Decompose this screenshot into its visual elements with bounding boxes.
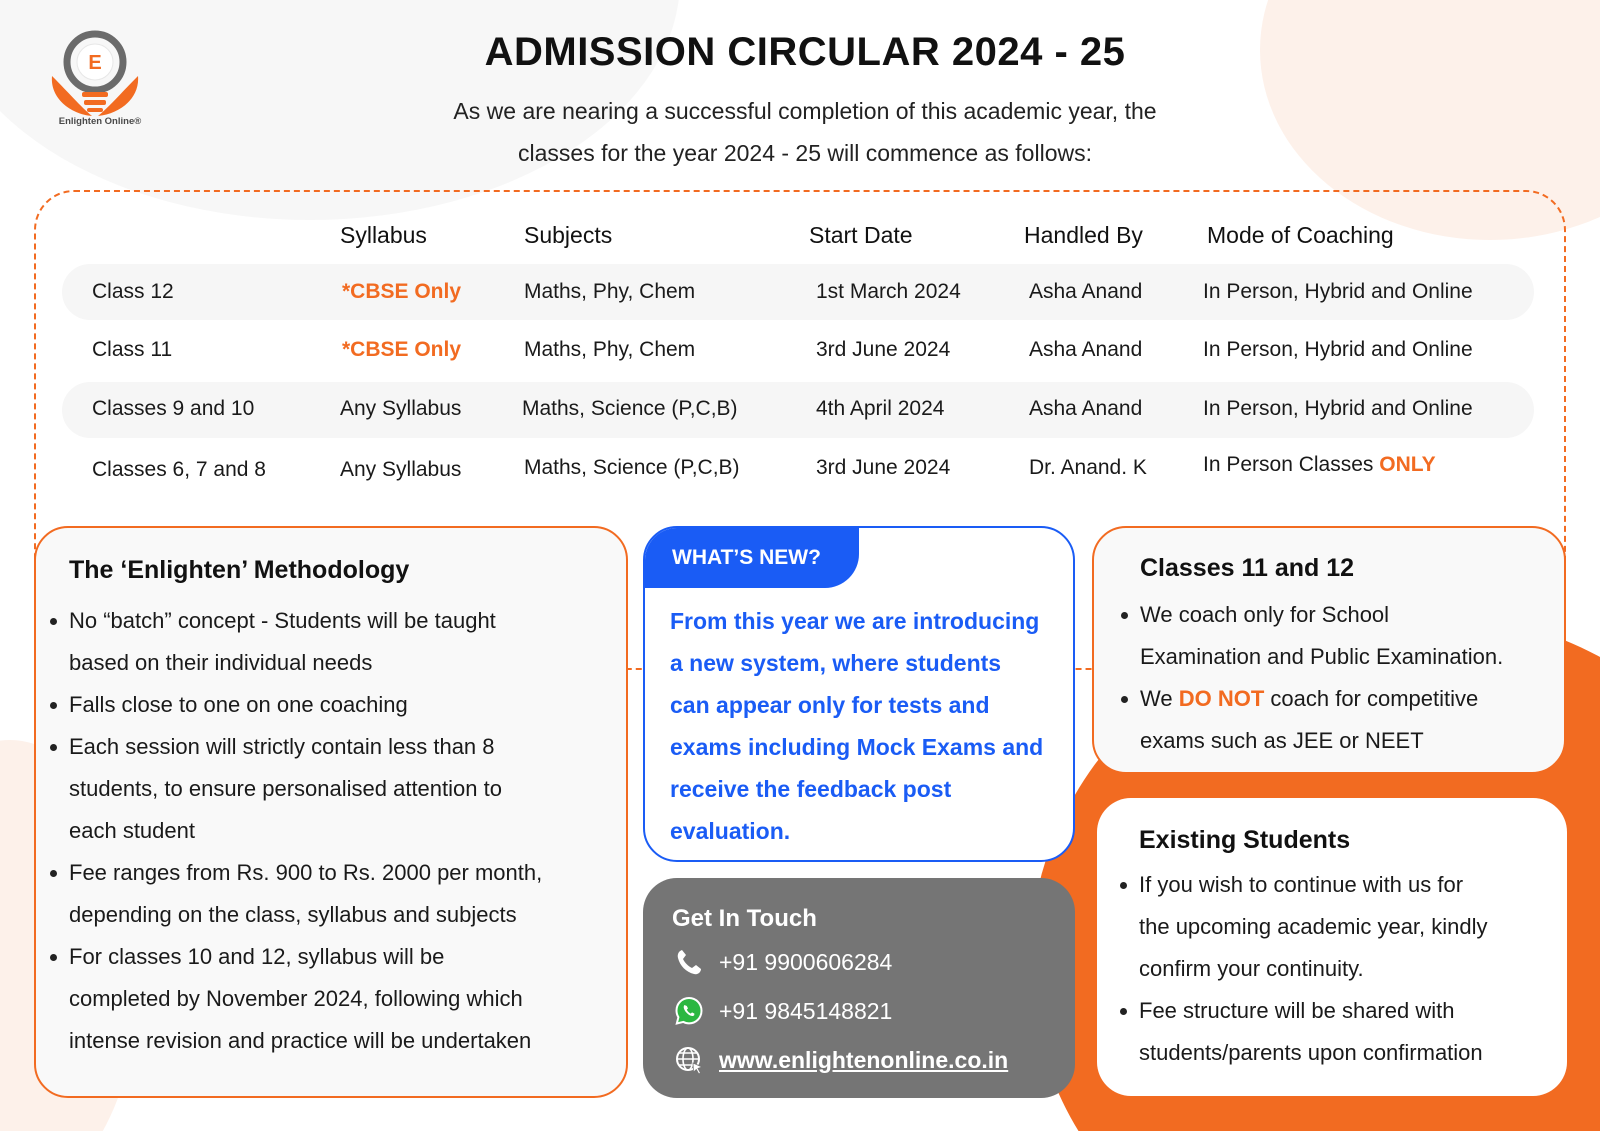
whats-new-tab: WHAT’S NEW? <box>645 528 859 588</box>
methodology-list <box>69 600 649 1062</box>
table-cell-handled-by: Asha Anand <box>1029 397 1143 420</box>
page-title: ADMISSION CIRCULAR 2024 - 25 <box>484 30 1126 74</box>
list-item: Fee ranges from Rs. 900 to Rs. 2000 per month, depending on the class, syllabus and subjects <box>69 852 649 936</box>
list-item: We DO NOT coach for competitive exams such as JEE or NEET <box>1140 678 1560 762</box>
logo-letter: E <box>88 52 102 74</box>
website-row[interactable] <box>673 1044 1008 1076</box>
website-link[interactable]: www.enlightenonline.co.in <box>719 1046 1009 1073</box>
table-cell-mode: In Person, Hybrid and Online <box>1203 280 1473 303</box>
column-header-subjects: Subjects <box>524 222 613 248</box>
methodology-title: The ‘Enlighten’ Methodology <box>69 556 410 584</box>
existing-students-list <box>1139 864 1559 1074</box>
whatsapp-row[interactable] <box>673 995 892 1027</box>
table-cell-start-date: 1st March 2024 <box>816 280 961 303</box>
classes-11-12-card <box>1092 526 1566 774</box>
table-cell-syllabus: *CBSE Only <box>342 280 462 303</box>
intro-line: As we are nearing a successful completion of this academic year, the <box>453 98 1157 124</box>
list-item: We coach only for School Examination and Public Examination. <box>1140 594 1560 678</box>
table-cell-mode: In Person, Hybrid and Online <box>1203 338 1473 361</box>
classes-11-12-list <box>1140 594 1560 762</box>
list-item: Falls close to one on one coaching <box>69 684 649 726</box>
contact-card <box>643 878 1075 1098</box>
list-item: For classes 10 and 12, syllabus will be completed by November 2024, following which intense revision and practice will be undertaken <box>69 936 649 1062</box>
list-item: Each session will strictly contain less than 8 students, to ensure personalised attention to each student <box>69 726 649 852</box>
intro-text <box>380 90 1230 174</box>
table-cell-start-date: 3rd June 2024 <box>816 338 951 361</box>
existing-students-card <box>1097 798 1567 1096</box>
classes-11-12-title: Classes 11 and 12 <box>1140 554 1355 582</box>
table-cell-mode: In Person, Hybrid and Online <box>1203 397 1473 420</box>
table-cell-class: Class 11 <box>92 338 173 361</box>
mode-only-highlight: ONLY <box>1379 453 1436 476</box>
phone-icon <box>673 946 705 978</box>
table-cell-subjects: Maths, Science (P,C,B) <box>522 397 738 420</box>
phone-number[interactable]: +91 9900606284 <box>719 948 893 975</box>
list-item: No “batch” concept - Students will be taught based on their individual needs <box>69 600 649 684</box>
table-cell-syllabus: Any Syllabus <box>340 458 462 481</box>
table-cell-handled-by: Dr. Anand. K <box>1029 456 1147 479</box>
phone-row[interactable] <box>673 946 892 978</box>
table-cell-subjects: Maths, Phy, Chem <box>524 338 696 361</box>
table-cell-class: Classes 6, 7 and 8 <box>92 458 266 481</box>
methodology-card <box>34 526 628 1098</box>
list-item: If you wish to continue with us for the upcoming academic year, kindly confirm your continuity. <box>1139 864 1559 990</box>
table-cell-handled-by: Asha Anand <box>1029 338 1143 361</box>
mode-text: In Person Classes <box>1203 453 1380 476</box>
table-cell-subjects: Maths, Phy, Chem <box>524 280 696 303</box>
existing-students-title: Existing Students <box>1139 826 1351 854</box>
list-item: Fee structure will be shared with students/parents upon confirmation <box>1139 990 1559 1074</box>
globe-icon <box>673 1044 705 1076</box>
whatsapp-number[interactable]: +91 9845148821 <box>719 997 893 1024</box>
do-not-highlight: DO NOT <box>1178 686 1265 711</box>
whats-new-text: From this year we are introducing a new system, where students can appear only for tests and exams including Mock Exams and receive the feedback post evaluation. <box>670 608 1044 844</box>
column-header-mode: Mode of Coaching <box>1207 222 1394 248</box>
whatsapp-icon <box>673 995 705 1027</box>
intro-line: classes for the year 2024 - 25 will commence as follows: <box>518 140 1092 166</box>
contact-title: Get In Touch <box>672 905 817 932</box>
column-header-start-date: Start Date <box>809 222 913 248</box>
table-cell-handled-by: Asha Anand <box>1029 280 1143 303</box>
column-header-syllabus: Syllabus <box>340 222 427 248</box>
whats-new-card <box>643 526 1075 862</box>
brand-name: Enlighten Online® <box>58 116 142 127</box>
table-cell-start-date: 3rd June 2024 <box>816 456 951 479</box>
table-cell-subjects: Maths, Science (P,C,B) <box>524 456 740 479</box>
table-cell-class: Class 12 <box>92 280 174 303</box>
table-cell-start-date: 4th April 2024 <box>816 397 945 420</box>
table-cell-syllabus: *CBSE Only <box>342 338 462 361</box>
table-cell-mode <box>1203 453 1436 477</box>
column-header-handled-by: Handled By <box>1024 222 1143 248</box>
table-cell-syllabus: Any Syllabus <box>340 397 462 420</box>
table-cell-class: Classes 9 and 10 <box>92 397 255 420</box>
